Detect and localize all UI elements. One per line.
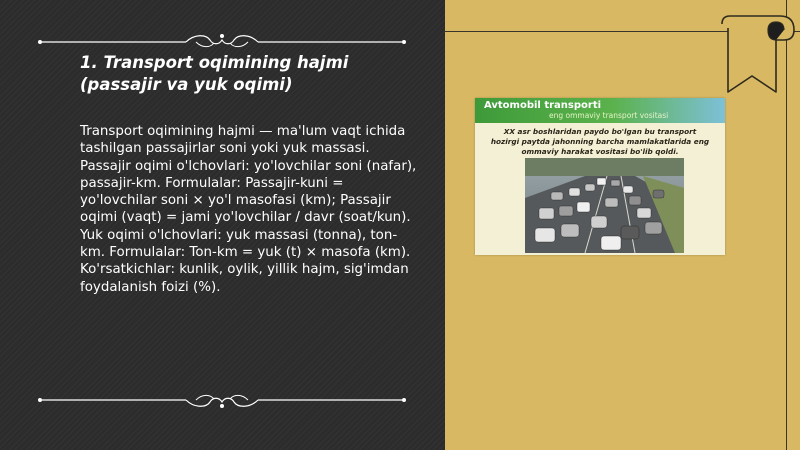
bottom-ornament-divider <box>36 388 408 412</box>
card-caption: XX asr boshlaridan paydo bo'lgan bu transport hozirgi paytda jahonning barcha mamlakatlarida eng ommaviy harakat vositasi bo'lib qoldi. <box>490 127 710 156</box>
slide-body-text: Transport oqimining hajmi — ma'lum vaqt ichida tashilgan passajirlar soni yoki yuk massasi. Passajir oqimi o'lchovlari: yo'lovchilar soni (nafar), passajir-km. Formulalar: Passajir-kuni = yo'lovchilar soni × yo'l masofasi (km); Passajir oqimi (vaqt) = jami yo'lovchilar / davr (soat/kun). Yuk oqimi o'lchovlari: yuk massasi (tonna), ton-km. Formulalar: Ton-km = yuk (t) × masofa (km). Ko'rsatkichlar: kunlik, oylik, yillik hajm, sig'imdan foydalanish foizi (%). <box>80 124 417 295</box>
bookmark-ribbon-icon <box>718 14 800 96</box>
traffic-photo <box>525 158 684 253</box>
card-subtitle: eng ommaviy transport vositasi <box>549 111 669 120</box>
card-header <box>475 98 725 123</box>
card-title: Avtomobil transporti <box>484 100 602 111</box>
top-ornament-divider <box>36 30 408 54</box>
slide-title: 1. Transport oqimining hajmi (passajir va yuk oqimi) <box>80 53 349 94</box>
illustration-card <box>475 98 725 255</box>
